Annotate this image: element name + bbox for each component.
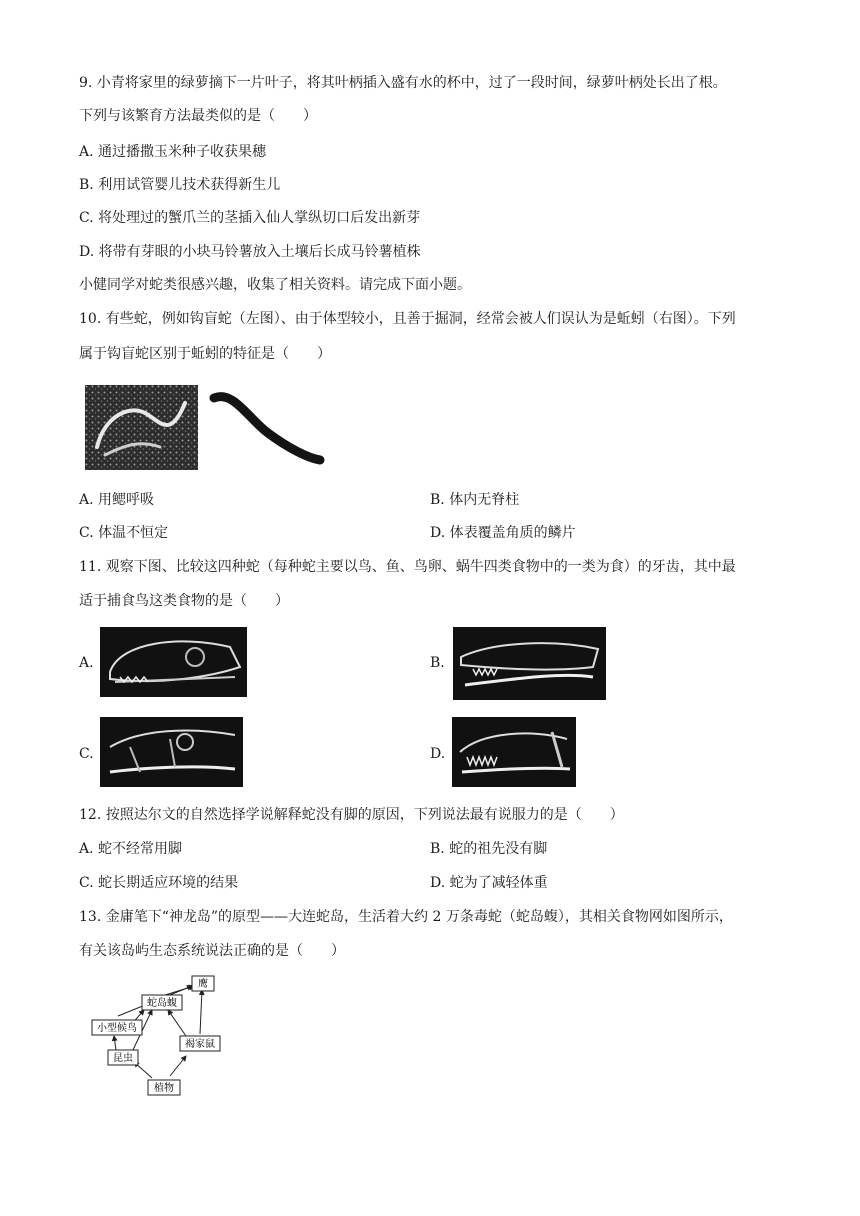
- q9-stem-line2: 下列与该繁育方法最类似的是（ ）: [79, 108, 317, 124]
- q11-label-c: C.: [79, 746, 94, 762]
- node-plant: 植物: [154, 1083, 174, 1094]
- snake-skull-a-image: [100, 627, 247, 697]
- q11-label-b: B.: [430, 655, 445, 671]
- section-intro: 小健同学对蛇类很感兴趣，收集了相关资料。请完成下面小题。: [79, 277, 471, 293]
- snake-skull-d-image: [452, 717, 576, 787]
- q12-stem: 12. 按照达尔文的自然选择学说解释蛇没有脚的原因，下列说法最有说服力的是（ ）: [79, 807, 624, 823]
- node-insect: 昆虫: [113, 1053, 133, 1064]
- q10-option-d: D. 体表覆盖角质的鳞片: [430, 525, 576, 541]
- q9-option-c: C. 将处理过的蟹爪兰的茎插入仙人掌纵切口后发出新芽: [79, 210, 421, 226]
- q11-label-a: A.: [79, 655, 94, 671]
- q13-stem-line2: 有关该岛屿生态系统说法正确的是（ ）: [79, 943, 345, 959]
- q11-stem-line1: 11. 观察下图、比较这四种蛇（每种蛇主要以鸟、鱼、鸟卵、蜗牛四类食物中的一类为食）的牙齿，其中最: [79, 559, 736, 575]
- q12-option-b: B. 蛇的祖先没有脚: [430, 841, 548, 857]
- q11-stem-line2: 适于捕食鸟这类食物的是（ ）: [79, 593, 289, 609]
- q10-stem-line1: 10. 有些蛇，例如钩盲蛇（左图）、由于体型较小，且善于掘洞，经常会被人们误认为是蚯蚓（右图）。下列: [79, 311, 736, 327]
- q12-option-c: C. 蛇长期适应环境的结果: [79, 875, 239, 891]
- food-web-diagram: [88, 970, 223, 1102]
- q13-stem-line1: 13. 金庸笔下“神龙岛”的原型——大连蛇岛，生活着大约 2 万条毒蛇（蛇岛蝮），其相关食物网如图所示，: [79, 909, 733, 925]
- q12-option-d: D. 蛇为了减轻体重: [430, 875, 548, 891]
- node-small-bird: 小型候鸟: [97, 1023, 137, 1034]
- q10-option-a: A. 用鳃呼吸: [79, 492, 155, 508]
- q10-stem-line2: 属于钩盲蛇区别于蚯蚓的特征是（ ）: [79, 346, 331, 362]
- node-brown-rat: 褐家鼠: [185, 1039, 215, 1050]
- q10-option-b: B. 体内无脊柱: [430, 492, 520, 508]
- node-viper: 蛇岛蝮: [147, 998, 177, 1009]
- q11-label-d: D.: [430, 746, 446, 762]
- snake-skull-b-image: [453, 627, 606, 700]
- q10-option-c: C. 体温不恒定: [79, 525, 169, 541]
- q9-option-d: D. 将带有芽眼的小块马铃薯放入土壤后长成马铃薯植株: [79, 244, 421, 260]
- q9-option-a: A. 通过播撒玉米种子收获果穗: [79, 144, 267, 160]
- earthworm-photo: [208, 388, 326, 470]
- q9-stem-line1: 9. 小青将家里的绿萝摘下一片叶子，将其叶柄插入盛有水的杯中，过了一段时间，绿萝叶柄处长出了根。: [79, 75, 727, 91]
- node-eagle: 鹰: [198, 979, 208, 990]
- q9-option-b: B. 利用试管婴儿技术获得新生儿: [79, 177, 281, 193]
- snake-skull-c-image: [100, 717, 243, 787]
- q12-option-a: A. 蛇不经常用脚: [79, 841, 183, 857]
- blind-snake-photo: [85, 385, 198, 470]
